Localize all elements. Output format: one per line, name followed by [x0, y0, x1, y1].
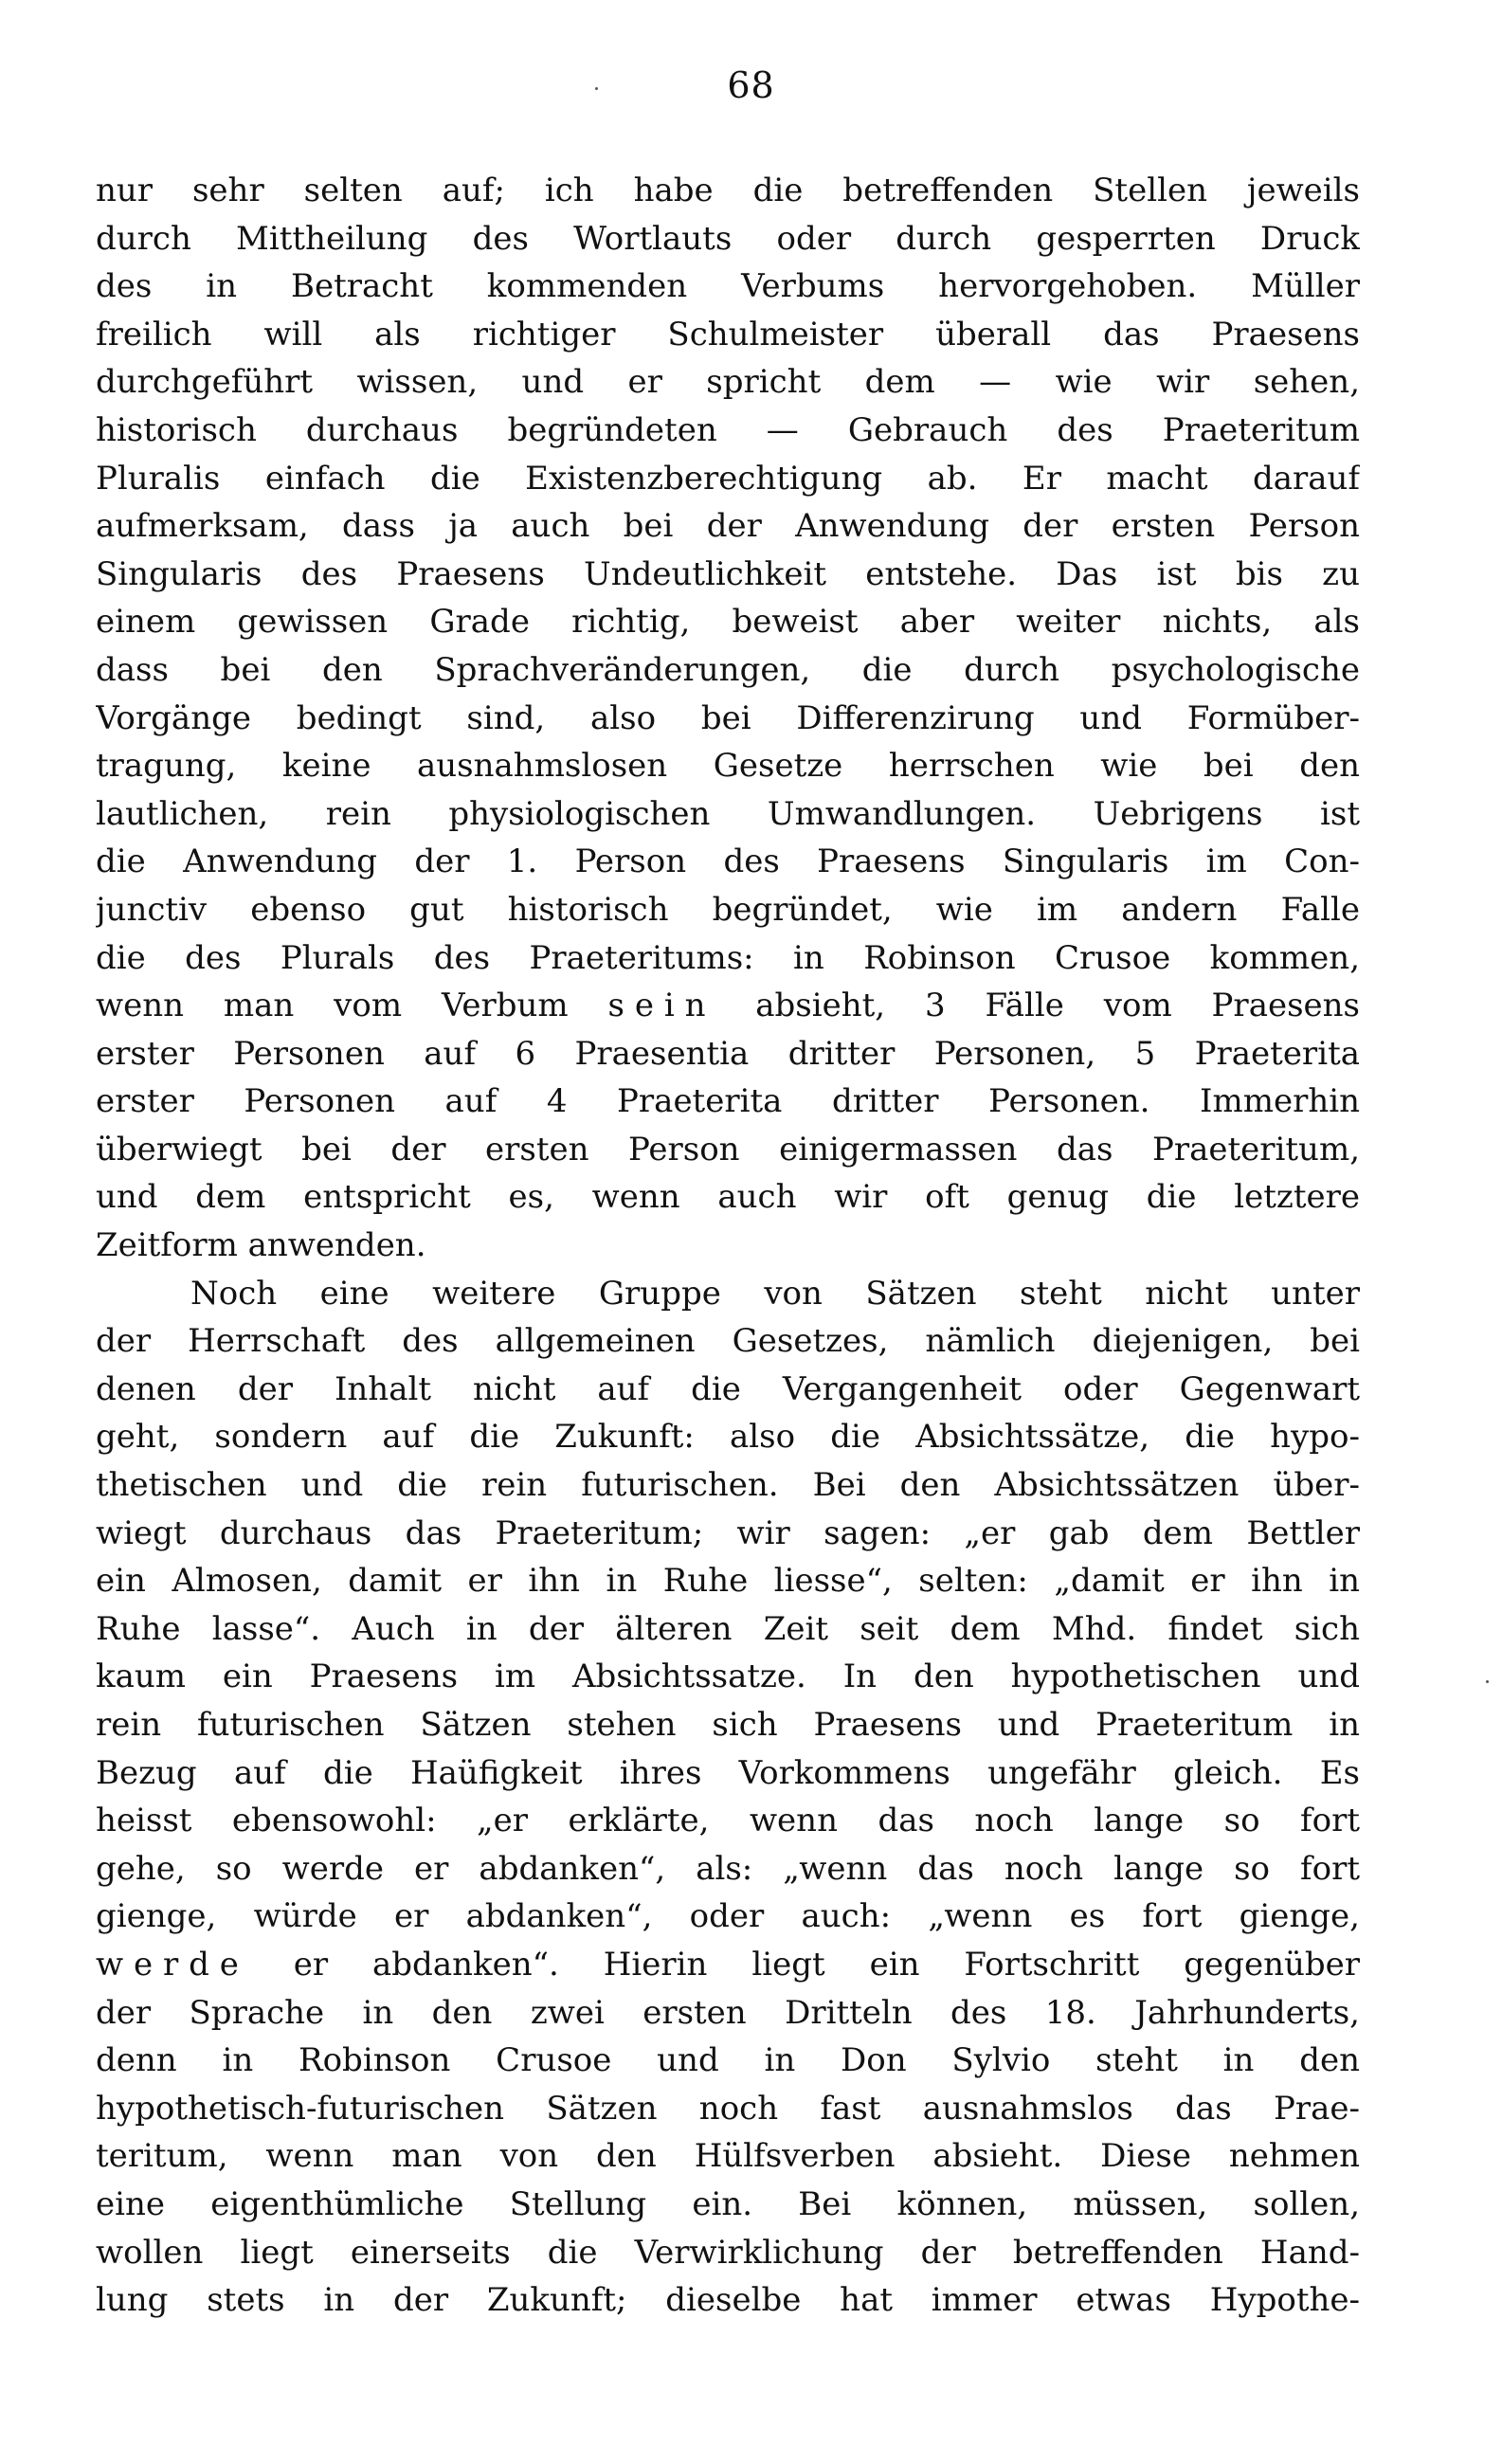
text-line: durch Mittheilung des Wortlauts oder durch gesperrten Druck [96, 219, 1360, 258]
print-speck [1486, 1680, 1489, 1683]
text-line: freilich will als richtiger Schulmeister überall das Praesens [96, 315, 1360, 353]
text-line: die Anwendung der 1. Person des Praesens Singularis im Con- [96, 842, 1360, 881]
text-line: junctiv ebenso gut historisch begründet, wie im andern Falle [96, 890, 1360, 929]
text-line: geht, sondern auf die Zukunft: also die Absichtssätze, die hypo- [96, 1418, 1360, 1457]
text-line: dass bei den Sprachveränderungen, die durch psychologische [96, 650, 1360, 689]
text-line: lung stets in der Zukunft; dieselbe hat immer etwas Hypothe- [96, 2281, 1360, 2320]
text-line: erster Personen auf 6 Praesentia dritter Personen, 5 Praeterita [96, 1034, 1360, 1073]
text-line: einem gewissen Grade richtig, beweist aber weiter nichts, als [96, 603, 1360, 642]
text-line: nur sehr selten auf; ich habe die betreffenden Stellen jeweils [96, 172, 1360, 209]
text-line: aufmerksam, dass ja auch bei der Anwendung der ersten Person [96, 507, 1360, 546]
text-line: erster Personen auf 4 Praeterita dritter Personen. Immerhin [96, 1082, 1360, 1121]
text-line: hypothetisch-futurischen Sätzen noch fast ausnahmslos das Prae- [96, 2089, 1360, 2128]
text-segment: wenn man vom Verbum [96, 987, 608, 1025]
text-line: eine eigenthümliche Stellung ein. Bei können, müssen, sollen, [96, 2184, 1360, 2223]
page-number: 68 [727, 64, 775, 106]
text-segment: er abdanken“. Hierin liegt ein Fortschritt gegenüber [248, 1945, 1360, 1984]
text-line: der Sprache in den zwei ersten Dritteln des 18. Jahrhunderts, [96, 1993, 1360, 2032]
text-line [96, 982, 1360, 1030]
text-line: Bezug auf die Haüfigkeit ihres Vorkommens ungefähr gleich. Es [96, 1753, 1360, 1792]
text-line: Noch eine weitere Gruppe von Sätzen steht nicht unter [190, 1274, 1360, 1313]
text-line: historisch durchaus begründeten — Gebrauch des Praeteritum [96, 410, 1360, 449]
text-line: der Herrschaft des allgemeinen Gesetzes, nämlich diejenigen, bei [96, 1322, 1360, 1361]
text-line: denn in Robinson Crusoe und in Don Sylvio steht in den [96, 2041, 1360, 2080]
text-line: die des Plurals des Praeteritums: in Robinson Crusoe kommen, [96, 938, 1360, 977]
text-line: denen der Inhalt nicht auf die Vergangenheit oder Gegenwart [96, 1369, 1360, 1408]
text-line: überwiegt bei der ersten Person einigermassen das Praeteritum, [96, 1130, 1360, 1169]
text-line [96, 1941, 1360, 1989]
text-line: tragung, keine ausnahmslosen Gesetze herrschen wie bei den [96, 747, 1360, 786]
text-line: durchgeführt wissen, und er spricht dem — wie wir sehen, [96, 363, 1360, 402]
text-line: gienge, würde er abdanken“, oder auch: „wenn es fort gienge, [96, 1897, 1360, 1936]
text-line: ein Almosen, damit er ihn in Ruhe liesse“, selten: „damit er ihn in [96, 1562, 1360, 1601]
text-line: Singularis des Praesens Undeutlichkeit entstehe. Das ist bis zu [96, 554, 1360, 593]
text-line: Pluralis einfach die Existenzberechtigung ab. Er macht darauf [96, 459, 1360, 498]
text-line: wollen liegt einerseits die Verwirklichung der betreffenden Hand- [96, 2233, 1360, 2272]
text-line: kaum ein Praesens im Absichtssatze. In den hypothetischen und [96, 1658, 1360, 1696]
body-text [96, 167, 1360, 2325]
text-line: thetischen und die rein futurischen. Bei den Absichtssätzen über- [96, 1466, 1360, 1505]
text-line: lautlichen, rein physiologischen Umwandlungen. Uebrigens ist [96, 794, 1360, 833]
text-line: Zeitform anwenden. [96, 1226, 426, 1265]
text-line: rein futurischen Sätzen stehen sich Praesens und Praeteritum in [96, 1706, 1360, 1744]
text-line: wiegt durchaus das Praeteritum; wir sagen: „er gab dem Bettler [96, 1513, 1360, 1552]
text-line: Vorgänge bedingt sind, also bei Differenzirung und Formüber- [96, 698, 1360, 737]
text-line: des in Betracht kommenden Verbums hervorgehoben. Müller [96, 267, 1360, 306]
text-line: gehe, so werde er abdanken“, als: „wenn das noch lange so fort [96, 1849, 1360, 1888]
text-line: heisst ebensowohl: „er erklärte, wenn das noch lange so fort [96, 1802, 1360, 1840]
text-line: und dem entspricht es, wenn auch wir oft genug die letztere [96, 1178, 1360, 1217]
spaced-emphasis: sein [607, 987, 716, 1025]
text-segment: absieht, 3 Fälle vom Praesens [715, 987, 1360, 1025]
text-line: teritum, wenn man von den Hülfsverben absieht. Diese nehmen [96, 2137, 1360, 2176]
text-line: Ruhe lasse“. Auch in der älteren Zeit seit dem Mhd. findet sich [96, 1609, 1360, 1648]
spaced-emphasis: werde [96, 1945, 249, 1984]
